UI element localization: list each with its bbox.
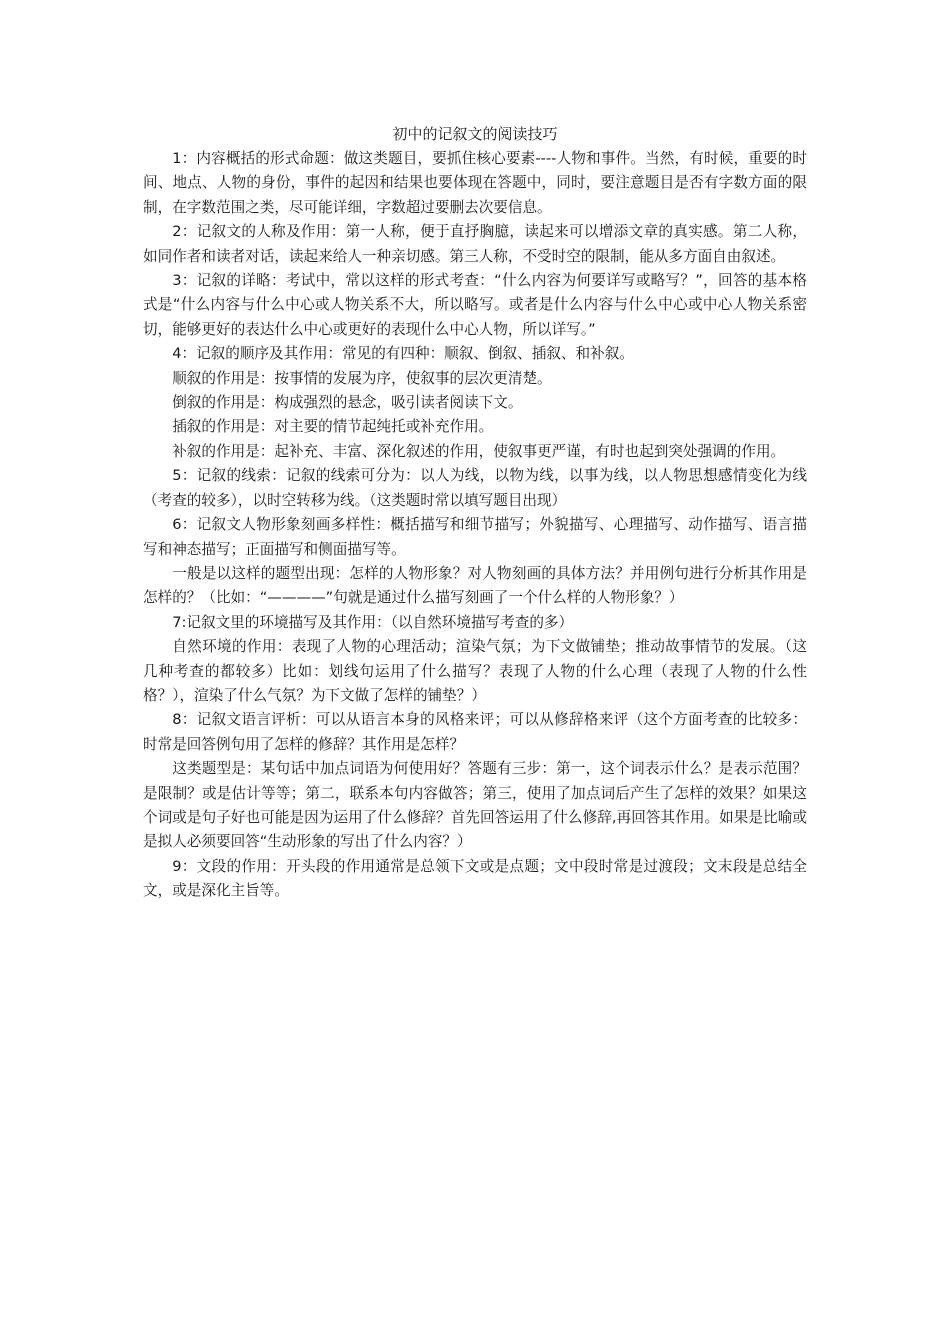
paragraph-2: 2：记叙文的人称及作用：第一人称，便于直抒胸臆，读起来可以增添文章的真实感。第二人称，如同作者和读者对话，读起来给人一种亲切感。第三人称，不受时空的限制，能从多方面自由叙述。 [143, 223, 807, 265]
paragraph-daoxu: 倒叙的作用是：构成强烈的悬念，吸引读者阅读下文。 [172, 394, 523, 412]
paragraph-7-detail: 自然环境的作用：表现了人物的心理活动；渲染气氛；为下文做铺垫；推动故事情节的发展。（这几种考查的都较多）比如：划线句运用了什么描写？表现了人物的什么心理（表现了人物的什么性格？），渲染了什么气氛？为下文做了怎样的铺垫？） [143, 638, 807, 704]
paragraph-9: 9：文段的作用：开头段的作用通常是总领下文或是点题；文中段时常是过渡段；文末段是总结全文，或是深化主旨等。 [143, 857, 807, 900]
paragraph-3: 3：记叙的详略：考试中，常以这样的形式考查：“什么内容为何要详写或略写？”，回答的基本格式是“什么内容与什么中心或人物关系不大，所以略写。或者是什么内容与什么中心或中心人物关系密切，能够更好的表达什么中心或更好的表现什么中心人物，所以详写。” [143, 272, 807, 338]
paragraph-shunxu: 顺叙的作用是：按事情的发展为序，使叙事的层次更清楚。 [172, 369, 552, 387]
document-title: 初中的记叙文的阅读技巧 [392, 125, 558, 143]
paragraph-chaxu: 插叙的作用是：对主要的情节起纯托或补充作用。 [172, 418, 494, 436]
paragraph-4: 4：记叙的顺序及其作用：常见的有四种：顺叙、倒叙、插叙、和补叙。 [172, 345, 634, 363]
paragraph-8: 8：记叙文语言评析：可以从语言本身的风格来评；可以从修辞格来评（这个方面考查的比较多：时常是回答例句用了怎样的修辞？其作用是怎样？ [143, 711, 807, 753]
paragraph-6-example: 一般是以这样的题型出现：怎样的人物形象？对人物刻画的具体方法？并用例句进行分析其作用是怎样的？（比如：“————”句就是通过什么描写刻画了一个什么样的人物形象？） [143, 564, 807, 607]
document-page [143, 122, 807, 904]
paragraph-5: 5：记叙的线索：记叙的线索可分为：以人为线，以物为线，以事为线，以人物思想感情变化为线（考查的较多），以时空转移为线。（这类题时常以填写题目出现） [143, 467, 807, 509]
paragraph-7: 7:记叙文里的环境描写及其作用：（以自然环境描写考查的多） [172, 613, 574, 631]
paragraph-1: 1：内容概括的形式命题：做这类题目，要抓住核心要素----人物和事件。当然，有时候，重要的时间、地点、人物的身份，事件的起因和结果也要体现在答题中，同时，要注意题目是否有字数方面的限制，在字数范围之类，尽可能详细，字数超过要删去次要信息。 [143, 150, 807, 216]
paragraph-buxu: 补叙的作用是：起补充、丰富、深化叙述的作用，使叙事更严谨，有时也起到突处强调的作用。 [172, 442, 786, 460]
paragraph-6: 6：记叙文人物形象刻画多样性：概括描写和细节描写；外貌描写、心理描写、动作描写、语言描写和神态描写；正面描写和侧面描写等。 [143, 516, 807, 558]
paragraph-8-detail: 这类题型是：某句话中加点词语为何使用好？答题有三步：第一，这个词表示什么？是表示范围？是限制？或是估计等等；第二，联系本句内容做答；第三，使用了加点词后产生了怎样的效果？如果这个词或是句子好也可能是因为运用了什么修辞？首先回答运用了什么修辞,再回答其作用。如果是比喻或是拟人必须要回答“生动形象的写出了什么内容？） [143, 760, 807, 851]
